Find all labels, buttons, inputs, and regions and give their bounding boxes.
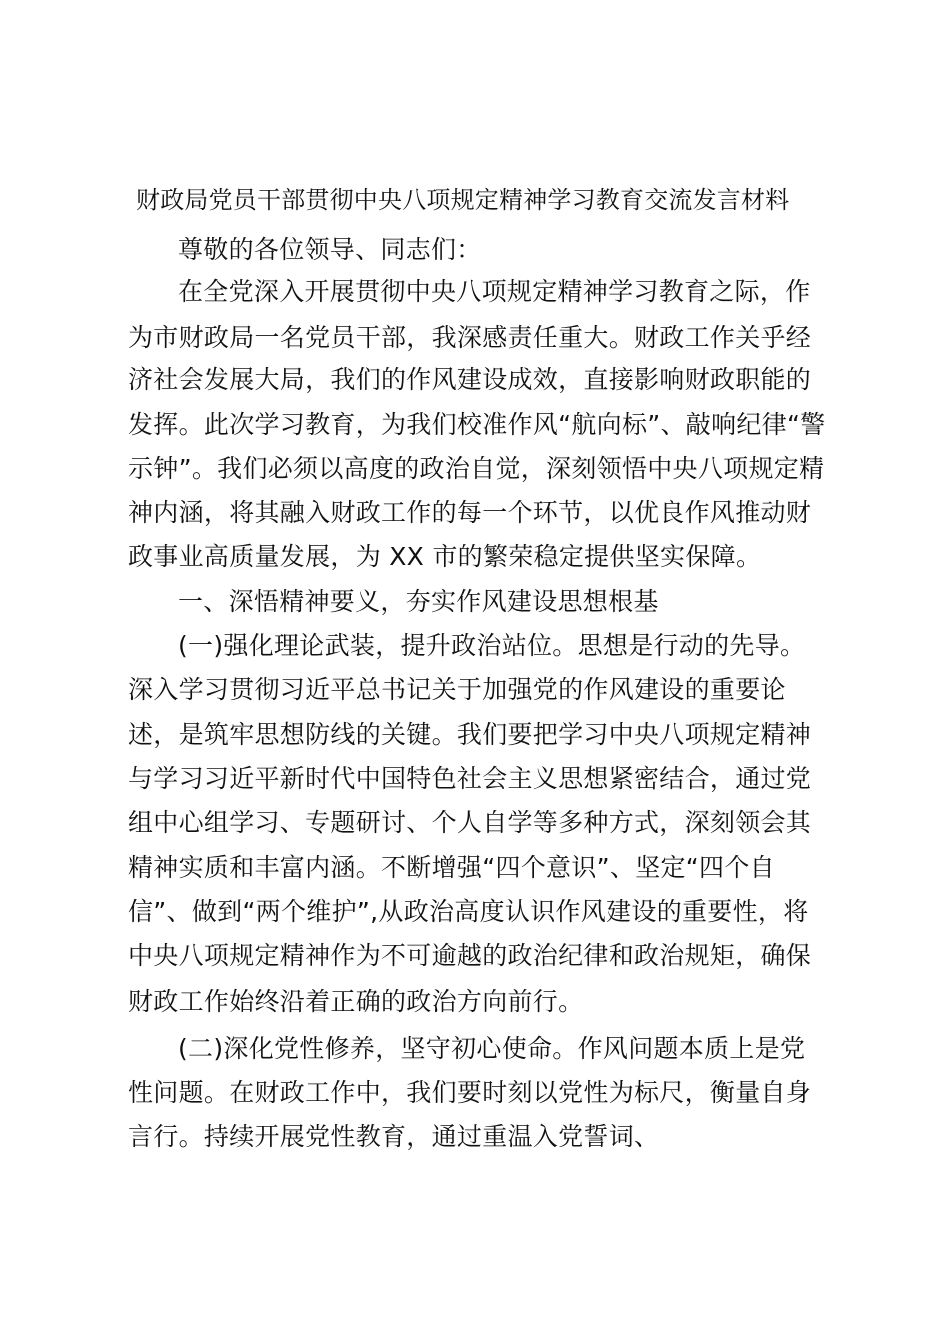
paragraph-line: 信”、做到“两个维护”,从政治高度认识作风建设的重要性，将 xyxy=(128,897,809,926)
paragraph-line: 述，是筑牢思想防线的关键。我们要把学习中央八项规定精神 xyxy=(128,720,812,749)
paragraph-line: 政事业高质量发展，为 XX 市的繁荣稳定提供坚实保障。 xyxy=(128,542,762,571)
paragraph-line: 组中心组学习、专题研讨、个人自学等多种方式，深刻领会其 xyxy=(128,808,812,837)
paragraph-line: 性问题。在财政工作中，我们要时刻以党性为标尺，衡量自身 xyxy=(128,1078,812,1107)
paragraph-line: 神内涵，将其融入财政工作的每一个环节，以优良作风推动财 xyxy=(128,498,812,527)
paragraph-line: 在全党深入开展贯彻中央八项规定精神学习教育之际，作 xyxy=(178,277,811,306)
paragraph-line: 为市财政局一名党员干部，我深感责任重大。财政工作关乎经 xyxy=(128,323,812,352)
subsection-line: (二)深化党性修养，坚守初心使命。作风问题本质上是党 xyxy=(178,1034,806,1063)
paragraph-line: 中央八项规定精神作为不可逾越的政治纪律和政治规矩，确保 xyxy=(128,941,812,970)
document-title: 财政局党员干部贯彻中央八项规定精神学习教育交流发言材料 xyxy=(136,186,790,214)
paragraph-line: 发挥。此次学习教育，为我们校准作风“航向标”、敲响纪律“警 xyxy=(128,410,826,439)
paragraph-line: 财政工作始终沿着正确的政治方向前行。 xyxy=(128,987,584,1016)
section-heading: 一、深悟精神要义，夯实作风建设思想根基 xyxy=(178,587,659,616)
paragraph-line: 精神实质和丰富内涵。不断增强“四个意识”、坚定“四个自 xyxy=(128,853,775,882)
subsection-line: (一)强化理论武装，提升政治站位。思想是行动的先导。 xyxy=(178,631,806,660)
paragraph-line: 济社会发展大局，我们的作风建设成效，直接影响财政职能的 xyxy=(128,365,812,394)
greeting-line: 尊敬的各位领导、同志们： xyxy=(178,235,482,264)
paragraph-line: 示钟”。我们必须以高度的政治自觉，深刻领悟中央八项规定精 xyxy=(128,454,825,483)
paragraph-line: 深入学习贯彻习近平总书记关于加强党的作风建设的重要论 xyxy=(128,675,786,704)
paragraph-line: 与学习习近平新时代中国特色社会主义思想紧密结合，通过党 xyxy=(128,764,812,793)
paragraph-line: 言行。持续开展党性教育，通过重温入党誓词、 xyxy=(128,1122,660,1151)
